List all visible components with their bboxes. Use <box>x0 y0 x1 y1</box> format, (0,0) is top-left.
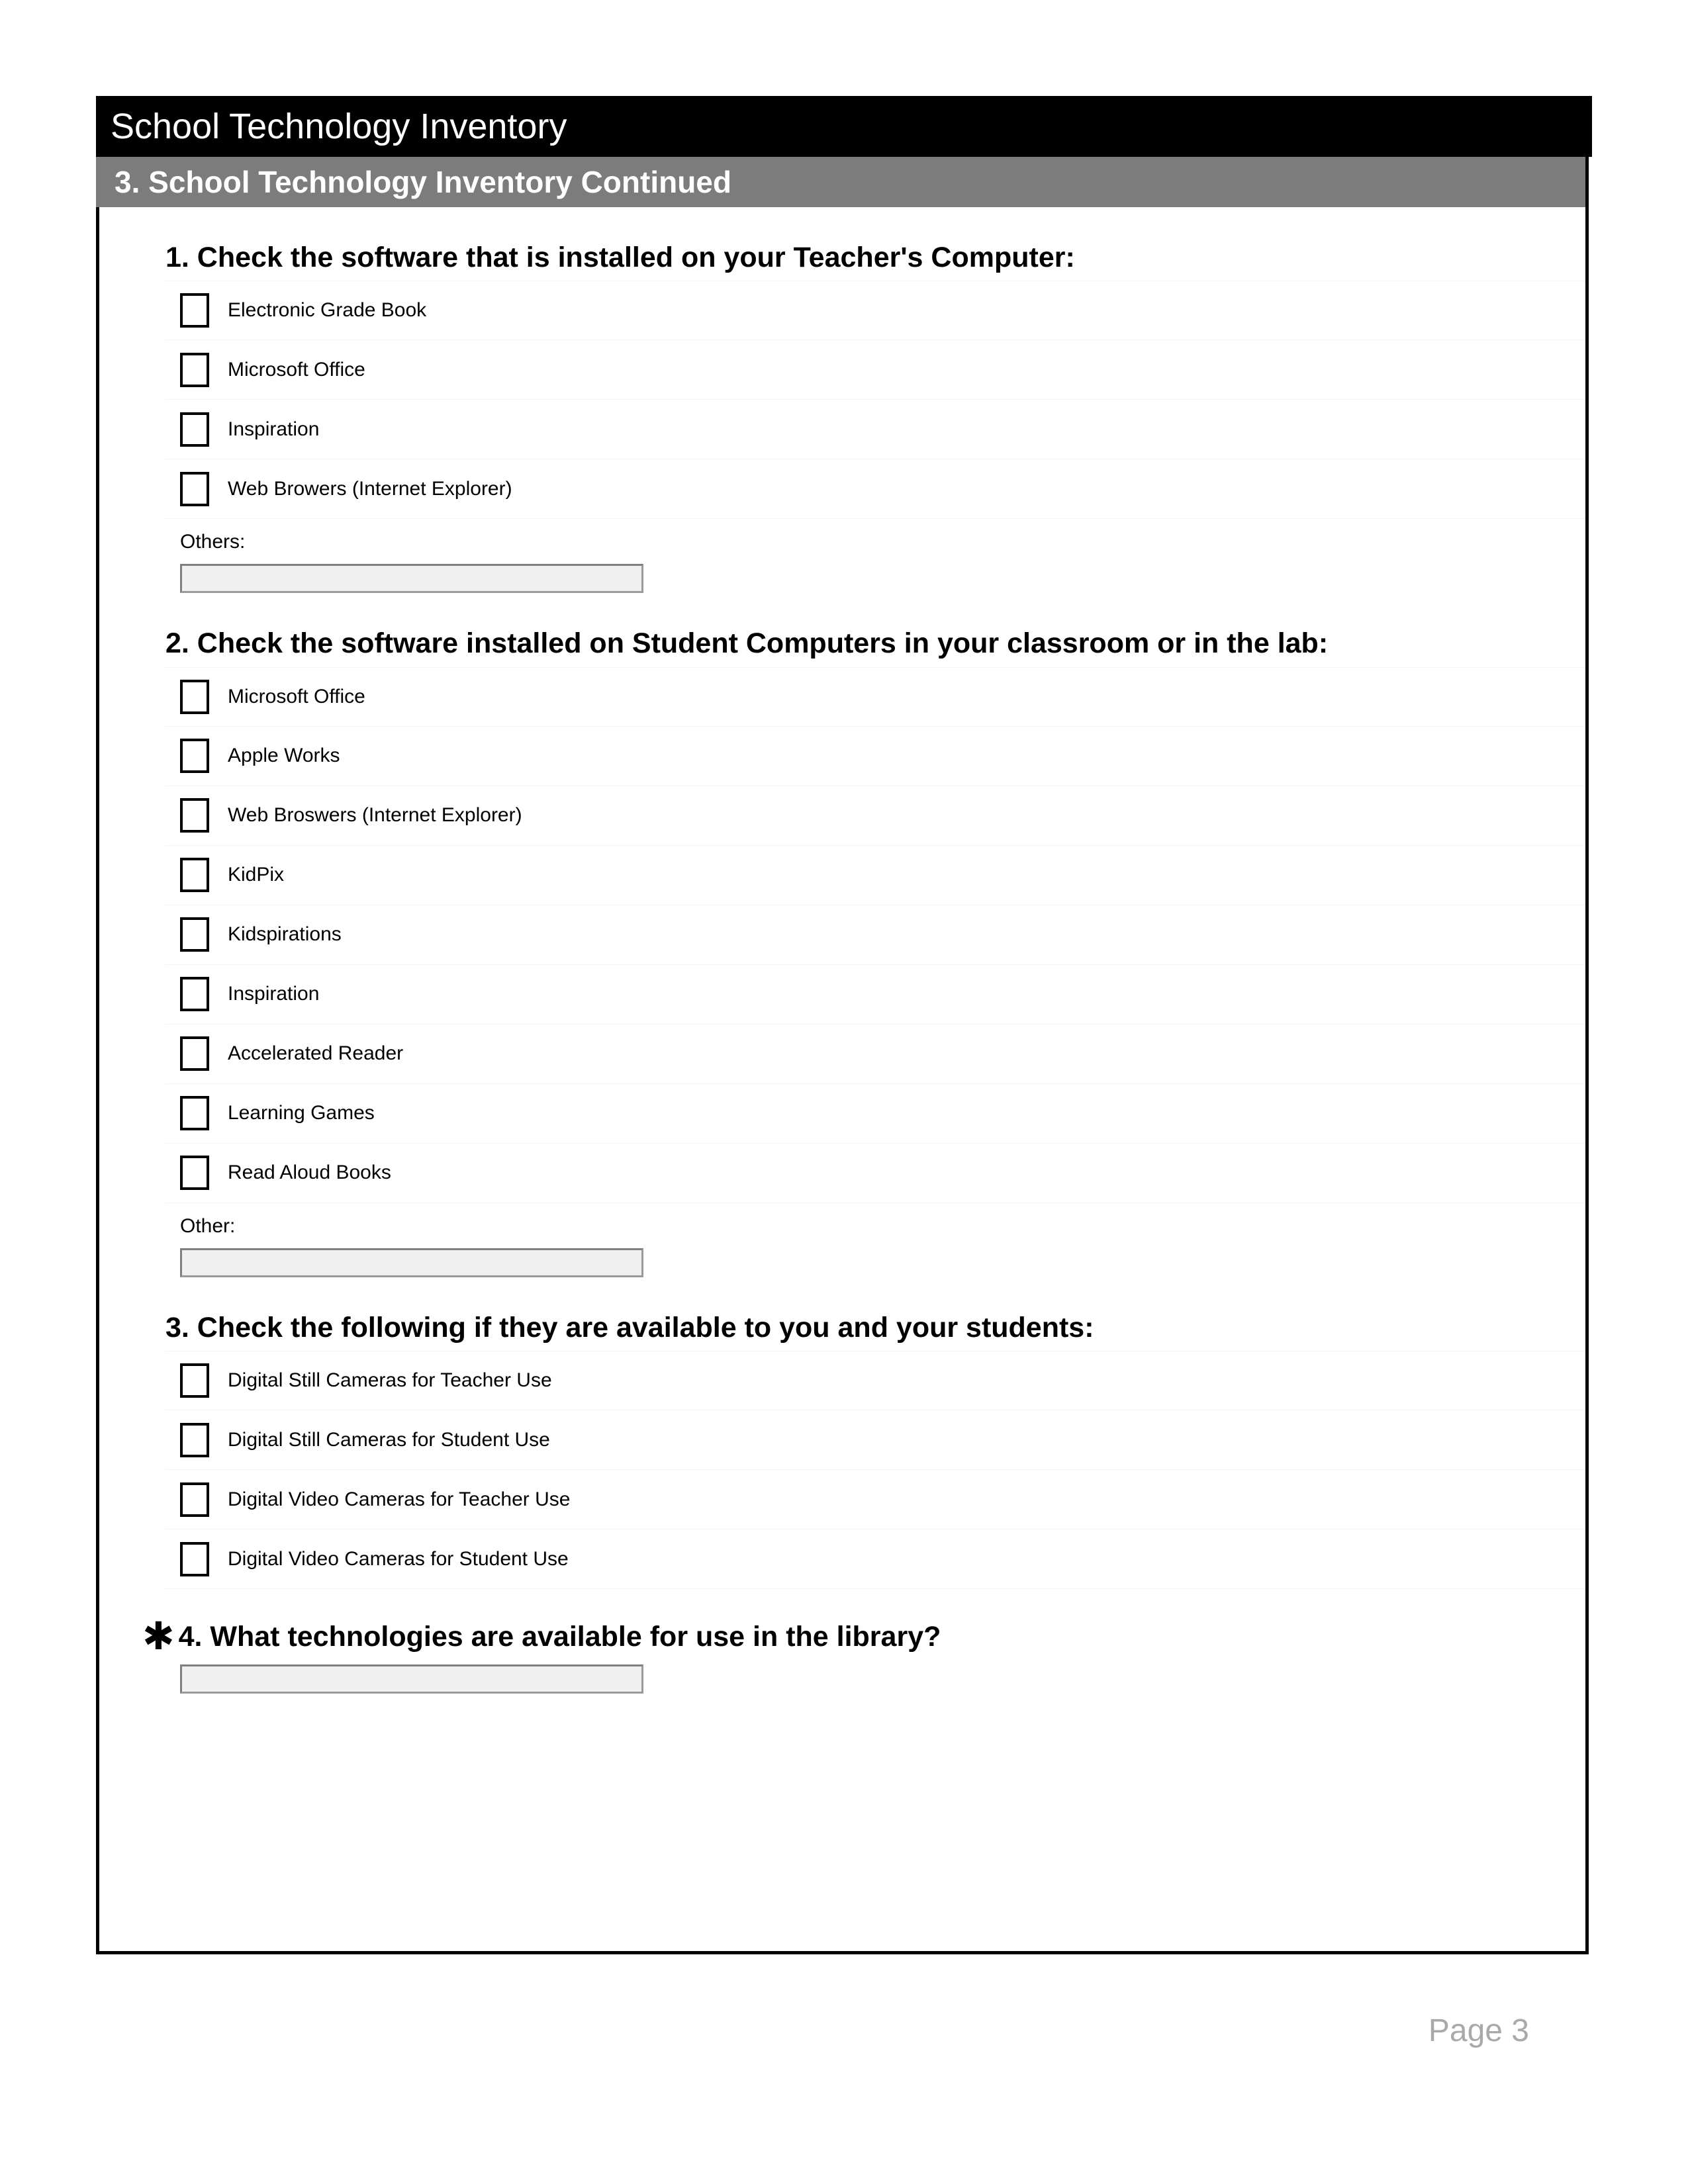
checkbox-row[interactable] <box>165 667 1585 727</box>
question-1-heading: 1. Check the software that is installed on your Teacher's Computer: <box>165 242 1075 273</box>
checkbox-label: Kidspirations <box>228 923 342 946</box>
checkbox-label: Inspiration <box>228 418 320 440</box>
checkbox-icon[interactable] <box>180 1542 209 1576</box>
checkbox-row[interactable] <box>165 400 1585 459</box>
checkbox-icon[interactable] <box>180 1363 209 1398</box>
checkbox-icon[interactable] <box>180 977 209 1011</box>
question-2-option-list <box>165 667 1585 1203</box>
checkbox-label: Microsoft Office <box>228 358 365 381</box>
checkbox-row[interactable] <box>165 1084 1585 1144</box>
checkbox-row[interactable] <box>165 1144 1585 1203</box>
page-title: School Technology Inventory <box>111 107 567 146</box>
question-3-option-list <box>165 1351 1585 1589</box>
checkbox-row[interactable] <box>165 459 1585 519</box>
question-2-heading: 2. Check the software installed on Student Computers in your classroom or in the lab: <box>165 627 1329 660</box>
checkbox-label: Learning Games <box>228 1102 375 1124</box>
question-1-other-input[interactable] <box>180 564 643 593</box>
question-1-other-group <box>165 519 1585 593</box>
checkbox-label: Digital Still Cameras for Teacher Use <box>228 1369 552 1392</box>
question-2-other-input[interactable] <box>180 1248 643 1277</box>
checkbox-row[interactable] <box>165 1529 1585 1589</box>
checkbox-icon[interactable] <box>180 353 209 387</box>
question-2-other-label: Other: <box>180 1214 236 1237</box>
checkbox-icon[interactable] <box>180 472 209 506</box>
page-number: Page 3 <box>1428 2013 1529 2048</box>
checkbox-row[interactable] <box>165 965 1585 1024</box>
question-1-other-label: Others: <box>180 531 246 553</box>
checkbox-row[interactable] <box>165 1410 1585 1470</box>
checkbox-row[interactable] <box>165 340 1585 400</box>
checkbox-icon[interactable] <box>180 739 209 773</box>
question-4-heading-row <box>142 1613 1585 1659</box>
question-block-1 <box>165 242 1585 593</box>
checkbox-label: Read Aloud Books <box>228 1161 391 1184</box>
document-title-bar <box>96 96 1592 157</box>
checkbox-icon[interactable] <box>180 917 209 952</box>
checkbox-label: Web Broswers (Internet Explorer) <box>228 804 522 827</box>
question-block-2 <box>165 627 1585 1277</box>
checkbox-label: Digital Video Cameras for Teacher Use <box>228 1488 571 1510</box>
checkbox-icon[interactable] <box>180 680 209 714</box>
checkbox-icon[interactable] <box>180 1482 209 1517</box>
checkbox-row[interactable] <box>165 727 1585 786</box>
survey-body-frame <box>96 207 1589 1954</box>
required-asterisk-icon: ✱ <box>142 1613 175 1659</box>
question-block-4 <box>142 1613 1585 1693</box>
survey-body-inner <box>99 207 1585 1694</box>
checkbox-icon[interactable] <box>180 798 209 833</box>
checkbox-icon[interactable] <box>180 1036 209 1071</box>
checkbox-label: Microsoft Office <box>228 685 365 707</box>
question-2-other-group <box>165 1203 1585 1277</box>
checkbox-icon[interactable] <box>180 1156 209 1190</box>
section-header-bar <box>96 157 1589 207</box>
checkbox-icon[interactable] <box>180 1096 209 1130</box>
checkbox-row[interactable] <box>165 786 1585 846</box>
checkbox-row[interactable] <box>165 846 1585 905</box>
survey-sheet <box>96 96 1592 1954</box>
checkbox-row[interactable] <box>165 1024 1585 1084</box>
checkbox-row[interactable] <box>165 1470 1585 1529</box>
checkbox-label: Inspiration <box>228 983 320 1005</box>
section-title: 3. School Technology Inventory Continued <box>115 165 731 199</box>
checkbox-row[interactable] <box>165 905 1585 965</box>
checkbox-label: Web Browers (Internet Explorer) <box>228 477 512 500</box>
question-4-input-wrap <box>165 1664 1585 1694</box>
page-footer <box>96 2015 1592 2047</box>
checkbox-label: KidPix <box>228 864 285 886</box>
checkbox-icon[interactable] <box>180 293 209 328</box>
question-block-3 <box>165 1312 1585 1589</box>
checkbox-icon[interactable] <box>180 1423 209 1457</box>
checkbox-label: Accelerated Reader <box>228 1042 404 1065</box>
checkbox-label: Apple Works <box>228 745 340 767</box>
checkbox-row[interactable] <box>165 281 1585 340</box>
checkbox-label: Digital Still Cameras for Student Use <box>228 1428 550 1451</box>
checkbox-label: Electronic Grade Book <box>228 299 427 322</box>
checkbox-icon[interactable] <box>180 858 209 892</box>
checkbox-label: Digital Video Cameras for Student Use <box>228 1547 569 1570</box>
question-4-answer-input[interactable] <box>180 1664 643 1694</box>
checkbox-icon[interactable] <box>180 412 209 447</box>
question-4-heading: 4. What technologies are available for use in the library? <box>178 1621 941 1653</box>
question-3-heading: 3. Check the following if they are available to you and your students: <box>165 1311 1094 1343</box>
question-1-option-list <box>165 281 1585 519</box>
checkbox-row[interactable] <box>165 1351 1585 1410</box>
